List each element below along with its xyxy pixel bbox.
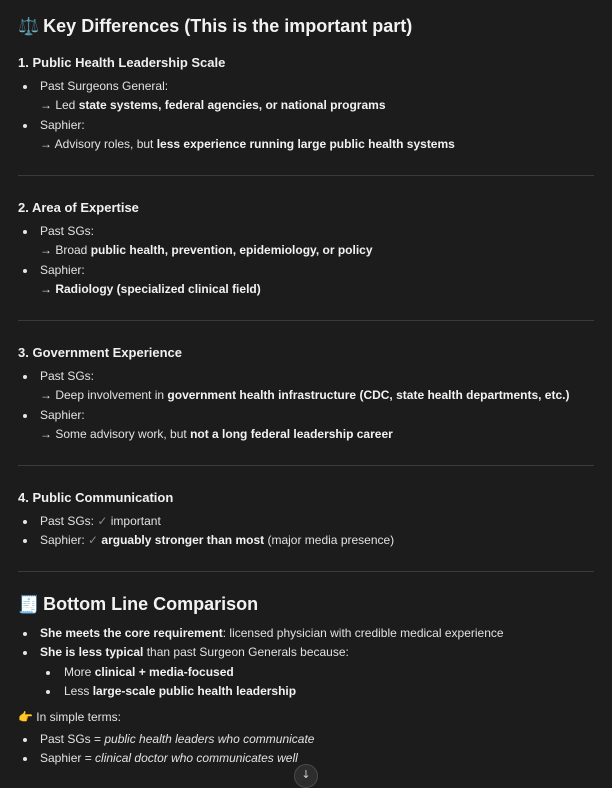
list-item-label: Saphier: — [40, 408, 85, 422]
list-item-detail — [40, 242, 373, 258]
divider — [18, 175, 594, 176]
bullet-dot — [23, 124, 27, 128]
item-text: important — [107, 514, 161, 528]
bold-text: state systems, federal agencies, or national programs — [78, 98, 386, 112]
bold-text: large-scale public health leadership — [92, 684, 297, 698]
list-item-detail — [40, 387, 569, 403]
bold-text: not a long federal leadership career — [190, 427, 393, 441]
checkmark-icon: ✓ — [97, 514, 108, 528]
arrow-text: → Some advisory work, but — [40, 427, 191, 441]
subheading-expertise: 2. Area of Expertise — [18, 200, 139, 215]
receipt-icon: 🧾 — [18, 595, 40, 615]
sub-list-item — [64, 664, 234, 680]
bullet-dot — [46, 690, 50, 694]
arrow-text: → Deep involvement in — [40, 388, 168, 402]
bullet-dot — [46, 671, 50, 675]
list-item-label: Past SGs: — [40, 369, 95, 383]
bold-text: She meets the core requirement — [40, 626, 223, 640]
simple-terms-line — [18, 709, 121, 725]
sub-list-item — [64, 683, 296, 699]
bullet-dot — [23, 651, 27, 655]
arrow-text: → Led — [40, 98, 79, 112]
item-text: Less — [64, 684, 93, 698]
bullet-dot — [23, 85, 27, 89]
list-item-detail — [40, 97, 386, 113]
bold-text: arguably stronger than most — [98, 533, 265, 547]
divider — [18, 465, 594, 466]
list-item — [40, 513, 161, 529]
arrow-down-icon: ↓ — [301, 768, 311, 781]
checkmark-icon: ✓ — [88, 533, 99, 547]
list-item-label: Past Surgeons General: — [40, 79, 169, 93]
bullet-dot — [23, 757, 27, 761]
list-item-label: Saphier: — [40, 118, 85, 132]
divider — [18, 571, 594, 572]
heading-text: Key Differences (This is the important part) — [43, 16, 413, 36]
arrow-text: → — [40, 282, 56, 296]
bullet-dot — [23, 539, 27, 543]
list-item-label: Past SGs: — [40, 224, 95, 238]
list-item-detail — [40, 426, 393, 442]
italic-text: clinical doctor who communicates well — [95, 751, 298, 765]
bullet-dot — [23, 738, 27, 742]
bold-text: less experience running large public health systems — [156, 137, 455, 151]
section-heading-key-differences — [18, 16, 412, 37]
bullet-dot — [23, 375, 27, 379]
item-label: Past SGs: — [40, 514, 98, 528]
bold-text: clinical + media-focused — [94, 665, 234, 679]
heading-text: Bottom Line Comparison — [43, 594, 259, 614]
bullet-dot — [23, 520, 27, 524]
list-item — [40, 532, 394, 548]
item-text: than past Surgeon Generals because: — [143, 645, 349, 659]
subheading-leadership-scale: 1. Public Health Leadership Scale — [18, 55, 226, 70]
bold-text: government health infrastructure (CDC, state health departments, etc.) — [167, 388, 570, 402]
bullet-dot — [23, 414, 27, 418]
balance-scale-icon: ⚖️ — [18, 17, 40, 37]
item-text: Past SGs = — [40, 732, 105, 746]
pointing-hand-icon: 👉 — [18, 710, 33, 724]
bold-text: public health, prevention, epidemiology, or policy — [90, 243, 373, 257]
bullet-dot — [23, 230, 27, 234]
item-text: Saphier = — [40, 751, 96, 765]
arrow-text: → Broad — [40, 243, 91, 257]
item-text: : licensed physician with credible medical experience — [222, 626, 504, 640]
subheading-government: 3. Government Experience — [18, 345, 183, 360]
item-label: Saphier: — [40, 533, 89, 547]
italic-text: public health leaders who communicate — [104, 732, 315, 746]
bullet-dot — [23, 269, 27, 273]
list-item-label: Saphier: — [40, 263, 85, 277]
bullet-dot — [23, 632, 27, 636]
bold-text: Radiology (specialized clinical field) — [55, 282, 261, 296]
list-item — [40, 625, 504, 641]
item-text: In simple terms: — [36, 710, 121, 724]
list-item — [40, 750, 298, 766]
list-item-detail — [40, 281, 261, 297]
arrow-text: → Advisory roles, but — [40, 137, 157, 151]
section-heading-bottom-line — [18, 594, 258, 615]
list-item-detail — [40, 136, 455, 152]
scroll-to-bottom-button[interactable] — [294, 764, 318, 788]
subheading-communication: 4. Public Communication — [18, 490, 174, 505]
list-item — [40, 731, 314, 747]
bold-text: She is less typical — [40, 645, 144, 659]
list-item — [40, 644, 349, 660]
item-text: More — [64, 665, 95, 679]
divider — [18, 320, 594, 321]
item-text: (major media presence) — [264, 533, 395, 547]
